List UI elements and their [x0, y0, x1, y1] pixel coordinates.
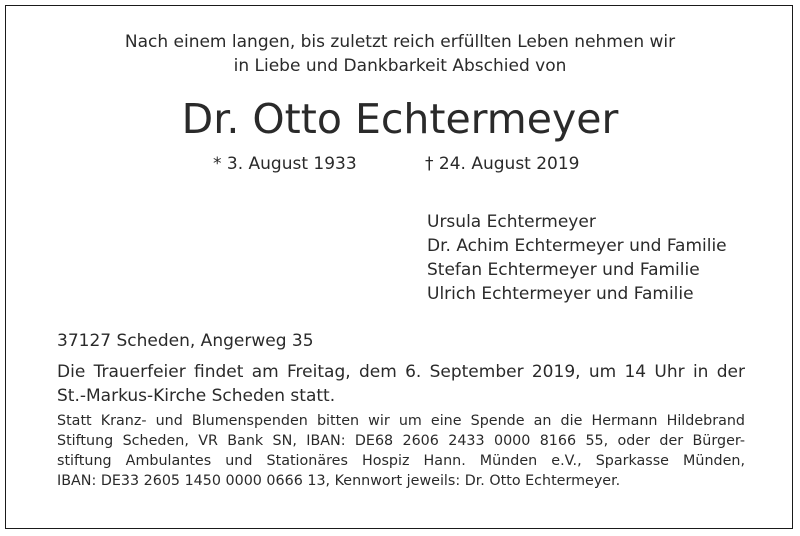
- death-date: † 24. August 2019: [425, 154, 580, 174]
- funeral-line-2: St.-Markus-Kirche Scheden statt.: [57, 386, 336, 406]
- donation-info: [57, 411, 745, 491]
- mourner-item: Ursula Echtermeyer: [427, 212, 596, 232]
- donation-line-4: IBAN: DE33 2605 1450 0000 0666 13, Kennwort jeweils: Dr. Otto Echtermeyer.: [57, 473, 621, 489]
- donation-line-3: stiftung Ambulantes und Stationäres Hospiz Hann. Münden e.V., Sparkasse Münden,: [57, 453, 745, 469]
- intro-line-1: Nach einem langen, bis zuletzt reich erfüllten Leben nehmen wir: [124, 32, 676, 52]
- birth-date: * 3. August 1933: [213, 154, 357, 174]
- address: 37127 Scheden, Angerweg 35: [57, 331, 314, 351]
- mourner-item: Stefan Echtermeyer und Familie: [427, 260, 700, 280]
- funeral-line-1: Die Trauerfeier findet am Freitag, dem 6. September 2019, um 14 Uhr in der: [57, 362, 745, 382]
- donation-line-2: Stiftung Scheden, VR Bank SN, IBAN: DE68 2606 2433 0000 8166 55, oder der Bürger-: [57, 433, 745, 449]
- intro-text: [0, 30, 800, 78]
- mourners-list: [427, 210, 727, 306]
- donation-line-1: Statt Kranz- und Blumenspenden bitten wir um eine Spende an die Hermann Hildebrand: [57, 413, 745, 429]
- mourner-item: Dr. Achim Echtermeyer und Familie: [427, 236, 727, 256]
- deceased-name: Dr. Otto Echtermeyer: [181, 95, 619, 143]
- mourner-item: Ulrich Echtermeyer und Familie: [427, 284, 694, 304]
- funeral-info: [57, 360, 745, 408]
- intro-line-2: in Liebe und Dankbarkeit Abschied von: [233, 56, 567, 76]
